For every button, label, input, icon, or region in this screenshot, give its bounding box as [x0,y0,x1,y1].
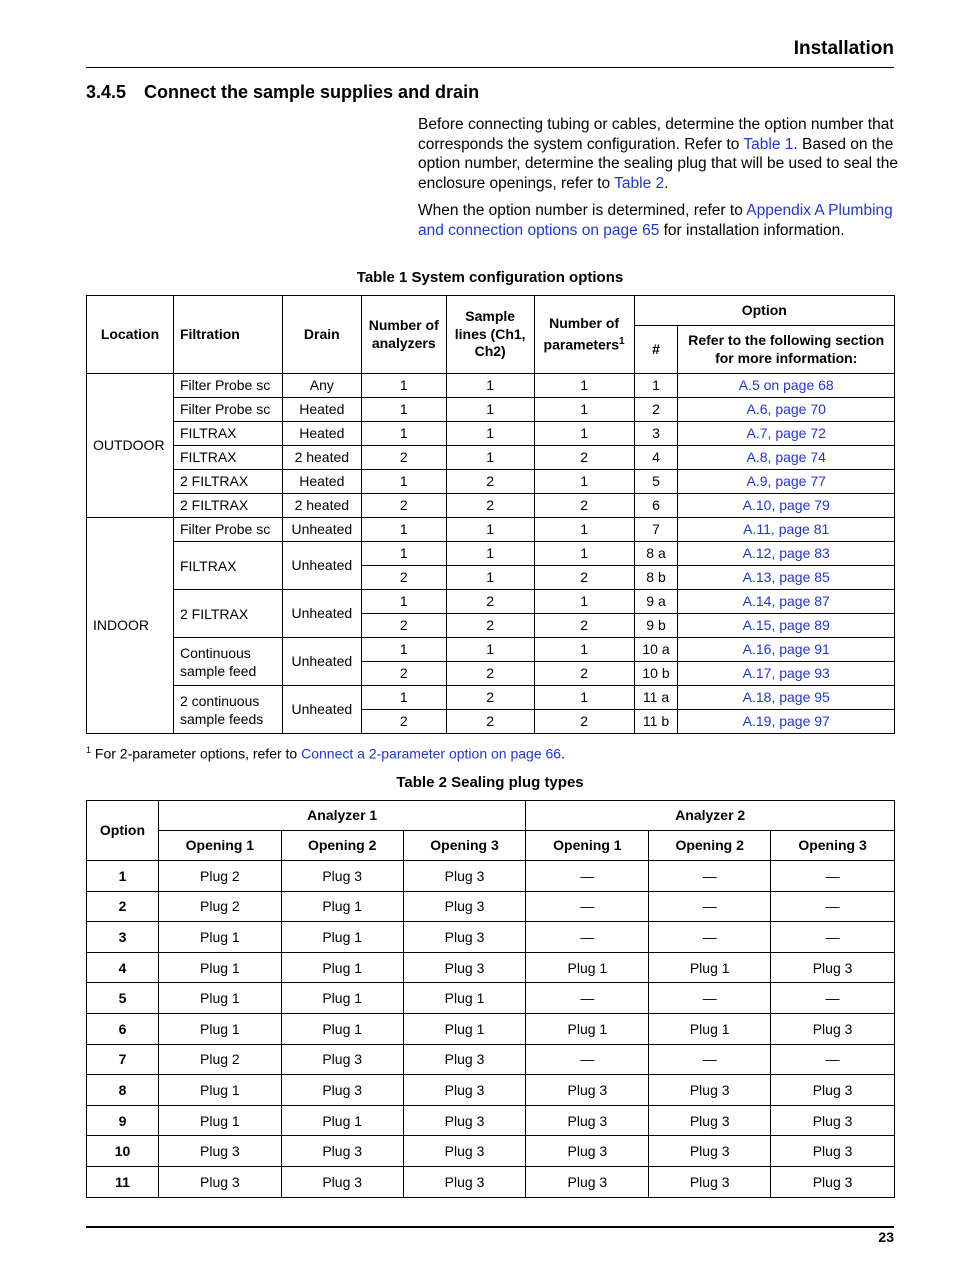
sample-lines-cell: 2 [446,614,534,638]
section-reference-link[interactable]: A.9, page 77 [746,473,826,489]
option-cell: 4 [87,952,159,983]
option-number-cell: 10 a [634,638,678,662]
option-cell: 5 [87,983,159,1014]
option-number-cell: 8 b [634,566,678,590]
section-number: 3.4.5 [86,82,127,102]
section-reference-link[interactable]: A.10, page 79 [742,497,830,513]
option-number-cell: 1 [634,374,678,398]
drain-cell: Heated [282,470,361,494]
plug-cell: Plug 1 [158,952,281,983]
reference-cell [678,518,895,542]
reference-cell [678,614,895,638]
header-drain: Drain [282,296,361,374]
header-sample-lines: Sample lines (Ch1, Ch2) [446,296,534,374]
plug-cell: Plug 3 [526,1105,649,1136]
section-title: Connect the sample supplies and drain [144,82,480,102]
table-row [87,518,895,542]
sample-lines-cell: 2 [446,686,534,710]
table-1-link[interactable]: Table 1 [743,135,794,153]
header-option-reference: Refer to the following section for more information: [678,326,895,374]
header-opening-2: Opening 2 [649,831,771,861]
intro-text: . Based on the option number, determine the sealing plug that will be used to seal the enclosure openings, refer to [418,135,898,192]
header-opening-2: Opening 2 [281,831,403,861]
plug-cell: Plug 3 [649,1166,771,1197]
plug-cell: Plug 3 [771,1136,895,1167]
reference-cell [678,662,895,686]
plug-cell: Plug 3 [403,1136,526,1167]
reference-cell [678,566,895,590]
section-reference-link[interactable]: A.16, page 91 [742,641,830,657]
plug-cell: — [526,983,649,1014]
plug-cell: — [649,922,771,953]
table-row [87,542,895,566]
option-cell: 11 [87,1166,159,1197]
section-reference-link[interactable]: A.18, page 95 [742,689,830,705]
table-row [87,446,895,470]
parameters-cell: 1 [534,638,634,662]
filtration-cell: 2 continuous sample feeds [173,686,282,734]
sample-lines-cell: 2 [446,662,534,686]
section-reference-link[interactable]: A.6, page 70 [746,401,826,417]
plug-cell: Plug 3 [281,1044,403,1075]
section-reference-link[interactable]: A.13, page 85 [742,569,830,585]
plug-cell: — [771,983,895,1014]
option-cell: 2 [87,891,159,922]
section-reference-link[interactable]: A.11, page 81 [743,521,830,537]
sample-lines-cell: 1 [446,446,534,470]
sample-lines-cell: 2 [446,590,534,614]
drain-cell: Unheated [282,542,361,590]
plug-cell: — [771,1044,895,1075]
drain-cell: Unheated [282,638,361,686]
reference-cell [678,374,895,398]
plug-cell: Plug 3 [403,891,526,922]
plug-cell: Plug 3 [281,1166,403,1197]
option-cell: 3 [87,922,159,953]
drain-cell: Heated [282,398,361,422]
plug-cell: Plug 3 [649,1105,771,1136]
plug-cell: Plug 3 [403,952,526,983]
plug-cell: Plug 3 [281,1075,403,1106]
reference-cell [678,446,895,470]
option-cell: 6 [87,1013,159,1044]
analyzers-cell: 1 [361,590,446,614]
plug-cell: Plug 3 [771,1105,895,1136]
header-opening-1: Opening 1 [158,831,281,861]
table-2-caption: Table 2 Sealing plug types [396,774,584,791]
parameters-cell: 2 [534,710,634,734]
plug-cell: Plug 3 [649,1136,771,1167]
analyzers-cell: 1 [361,638,446,662]
table-row [87,422,895,446]
header-opening-1: Opening 1 [526,831,649,861]
plug-cell: Plug 2 [158,891,281,922]
drain-cell: 2 heated [282,494,361,518]
reference-cell [678,638,895,662]
plug-cell: Plug 3 [526,1136,649,1167]
filtration-cell: Continuous sample feed [173,638,282,686]
sample-lines-cell: 1 [446,398,534,422]
appendix-a-link[interactable]: Appendix A Plumbing and connection options on page 65 [418,202,893,239]
footnote-marker: 1 [619,335,625,347]
intro-paragraph-1 [418,115,898,193]
option-number-cell: 11 b [634,710,678,734]
plug-cell: Plug 3 [281,861,403,892]
sample-lines-cell: 2 [446,710,534,734]
plug-cell: Plug 1 [526,1013,649,1044]
analyzers-cell: 1 [361,518,446,542]
section-reference-link[interactable]: A.7, page 72 [746,425,826,441]
filtration-cell: 2 FILTRAX [173,494,282,518]
header-analyzer-2: Analyzer 2 [526,801,895,831]
table-row [87,922,895,953]
intro-text: When the option number is determined, refer to [418,202,747,219]
sample-lines-cell: 1 [446,374,534,398]
plug-cell: Plug 1 [158,1075,281,1106]
plug-cell: — [771,922,895,953]
plug-cell: Plug 1 [281,1013,403,1044]
plug-cell: Plug 1 [649,952,771,983]
header-analyzers: Number of analyzers [361,296,446,374]
plug-cell: Plug 1 [526,952,649,983]
table-2-link[interactable]: Table 2 [614,174,665,192]
table-row [87,374,895,398]
option-number-cell: 7 [634,518,678,542]
sample-lines-cell: 2 [446,494,534,518]
drain-cell: 2 heated [282,446,361,470]
option-number-cell: 4 [634,446,678,470]
drain-cell: Unheated [282,686,361,734]
option-cell: 1 [87,861,159,892]
header-filtration: Filtration [173,296,282,374]
filtration-cell: Filter Probe sc [173,518,282,542]
plug-cell: Plug 3 [281,1136,403,1167]
option-cell: 10 [87,1136,159,1167]
plug-cell: Plug 3 [526,1075,649,1106]
filtration-cell: FILTRAX [173,446,282,470]
parameters-cell: 1 [534,590,634,614]
plug-cell: Plug 3 [158,1136,281,1167]
option-number-cell: 9 b [634,614,678,638]
analyzers-cell: 1 [361,422,446,446]
parameters-cell: 1 [534,470,634,494]
section-heading [86,82,479,103]
analyzers-cell: 2 [361,662,446,686]
option-number-cell: 8 a [634,542,678,566]
plug-cell: — [771,891,895,922]
plug-cell: Plug 2 [158,861,281,892]
filtration-cell: Filter Probe sc [173,374,282,398]
analyzers-cell: 2 [361,614,446,638]
plug-cell: Plug 3 [771,1166,895,1197]
location-cell: OUTDOOR [87,374,174,518]
plug-cell: Plug 3 [403,861,526,892]
sample-lines-cell: 1 [446,518,534,542]
reference-cell [678,710,895,734]
plug-cell: Plug 3 [649,1075,771,1106]
header-option: Option [634,296,894,326]
plug-cell: Plug 3 [403,1075,526,1106]
header-parameters-label: Number of parameters [543,315,620,353]
plug-cell: Plug 1 [281,922,403,953]
parameters-cell: 2 [534,446,634,470]
option-number-cell: 10 b [634,662,678,686]
page-number: 23 [878,1229,894,1245]
option-number-cell: 3 [634,422,678,446]
header-parameters [534,296,634,374]
option-cell: 7 [87,1044,159,1075]
parameters-cell: 1 [534,422,634,446]
option-cell: 9 [87,1105,159,1136]
analyzers-cell: 2 [361,710,446,734]
parameters-cell: 2 [534,494,634,518]
filtration-cell: FILTRAX [173,422,282,446]
analyzers-cell: 1 [361,374,446,398]
reference-cell [678,590,895,614]
option-number-cell: 5 [634,470,678,494]
header-opening-3: Opening 3 [403,831,526,861]
drain-cell: Unheated [282,518,361,542]
section-reference-link[interactable]: A.5 on page 68 [738,377,834,393]
drain-cell: Any [282,374,361,398]
analyzers-cell: 1 [361,470,446,494]
header-opening-3: Opening 3 [771,831,895,861]
option-cell: 8 [87,1075,159,1106]
reference-cell [678,494,895,518]
system-configuration-body [87,374,895,734]
sample-lines-cell: 1 [446,422,534,446]
option-number-cell: 6 [634,494,678,518]
plug-cell: Plug 1 [158,922,281,953]
section-reference-link[interactable]: A.14, page 87 [742,593,830,609]
openings-header-row [87,831,895,861]
plug-cell: Plug 3 [771,1075,895,1106]
plug-cell: Plug 3 [771,1013,895,1044]
filtration-cell: 2 FILTRAX [173,470,282,494]
header-rule [86,67,894,68]
section-reference-link[interactable]: A.17, page 93 [742,665,830,681]
plug-cell: Plug 1 [158,983,281,1014]
analyzers-cell: 1 [361,686,446,710]
plug-cell: Plug 3 [403,922,526,953]
plug-cell: — [771,861,895,892]
plug-cell: — [526,861,649,892]
parameters-cell: 2 [534,614,634,638]
sample-lines-cell: 1 [446,638,534,662]
intro-text: for installation information. [659,221,845,239]
analyzers-cell: 2 [361,446,446,470]
table-row [87,1013,895,1044]
drain-cell: Unheated [282,590,361,638]
system-configuration-table [86,295,895,734]
plug-cell: Plug 3 [403,1166,526,1197]
header-title: Installation [793,38,894,59]
plug-cell: — [526,891,649,922]
table-row [87,494,895,518]
analyzers-cell: 2 [361,494,446,518]
plug-cell: Plug 1 [158,1105,281,1136]
section-reference-link[interactable]: A.15, page 89 [742,617,830,633]
table-1-caption: Table 1 System configuration options [356,269,624,286]
plug-cell: — [649,891,771,922]
plug-cell: Plug 1 [158,1013,281,1044]
intro-text: Before connecting tubing or cables, determine the option number that corresponds the system configuration. Refer to [418,116,894,153]
table-row [87,891,895,922]
table-row [87,470,895,494]
parameters-cell: 1 [534,518,634,542]
section-reference-link[interactable]: A.12, page 83 [742,545,830,561]
header-option: Option [87,801,159,861]
plug-cell: — [649,983,771,1014]
parameters-cell: 1 [534,398,634,422]
plug-cell: Plug 1 [281,891,403,922]
analyzers-cell: 1 [361,542,446,566]
plug-cell: Plug 3 [526,1166,649,1197]
sample-lines-cell: 1 [446,566,534,590]
header-location: Location [87,296,174,374]
plug-cell: Plug 1 [281,983,403,1014]
table-row [87,1075,895,1106]
table-row [87,1136,895,1167]
sample-lines-cell: 2 [446,470,534,494]
table-row [87,983,895,1014]
reference-cell [678,542,895,566]
table-row [87,638,895,662]
table-row [87,590,895,614]
option-number-cell: 11 a [634,686,678,710]
filtration-cell: 2 FILTRAX [173,590,282,638]
reference-cell [678,422,895,446]
parameters-cell: 1 [534,374,634,398]
plug-cell: Plug 1 [403,983,526,1014]
analyzers-cell: 2 [361,566,446,590]
reference-cell [678,686,895,710]
footnote-marker: 1 [86,745,92,755]
plug-cell: Plug 3 [771,952,895,983]
parameters-cell: 2 [534,662,634,686]
plug-cell: Plug 1 [281,952,403,983]
section-reference-link[interactable]: A.8, page 74 [746,449,826,465]
plug-cell: Plug 2 [158,1044,281,1075]
section-reference-link[interactable]: A.19, page 97 [742,713,830,729]
analyzers-cell: 1 [361,398,446,422]
sealing-plug-table [86,800,895,1198]
plug-cell: — [526,1044,649,1075]
option-number-cell: 9 a [634,590,678,614]
plug-cell: — [526,922,649,953]
plug-cell: Plug 1 [403,1013,526,1044]
parameters-cell: 1 [534,542,634,566]
table-row [87,1044,895,1075]
plug-cell: Plug 1 [281,1105,403,1136]
table-row [87,686,895,710]
filtration-cell: Filter Probe sc [173,398,282,422]
table-row [87,1166,895,1197]
table-row [87,861,895,892]
plug-cell: Plug 1 [649,1013,771,1044]
table-row [87,952,895,983]
intro-paragraph-2 [418,201,898,240]
sample-lines-cell: 1 [446,542,534,566]
filtration-cell: FILTRAX [173,542,282,590]
footnote-text: For 2-parameter options, refer to [91,745,302,762]
footnote-text: . [561,745,565,762]
header-option-number: # [634,326,678,374]
plug-cell: — [649,861,771,892]
plug-cell: Plug 3 [403,1105,526,1136]
drain-cell: Heated [282,422,361,446]
footer-rule [86,1226,894,1228]
parameters-cell: 2 [534,566,634,590]
location-cell: INDOOR [87,518,174,734]
intro-text: . [664,174,669,192]
header-analyzer-1: Analyzer 1 [158,801,526,831]
parameters-cell: 1 [534,686,634,710]
option-number-cell: 2 [634,398,678,422]
plug-cell: Plug 3 [403,1044,526,1075]
footnote [86,745,565,762]
plug-cell: Plug 3 [158,1166,281,1197]
table-row [87,1105,895,1136]
sealing-plug-body [87,861,895,1198]
plug-cell: — [649,1044,771,1075]
reference-cell [678,398,895,422]
table-row [87,398,895,422]
reference-cell [678,470,895,494]
two-parameter-link[interactable]: Connect a 2-parameter option on page 66 [301,745,562,762]
